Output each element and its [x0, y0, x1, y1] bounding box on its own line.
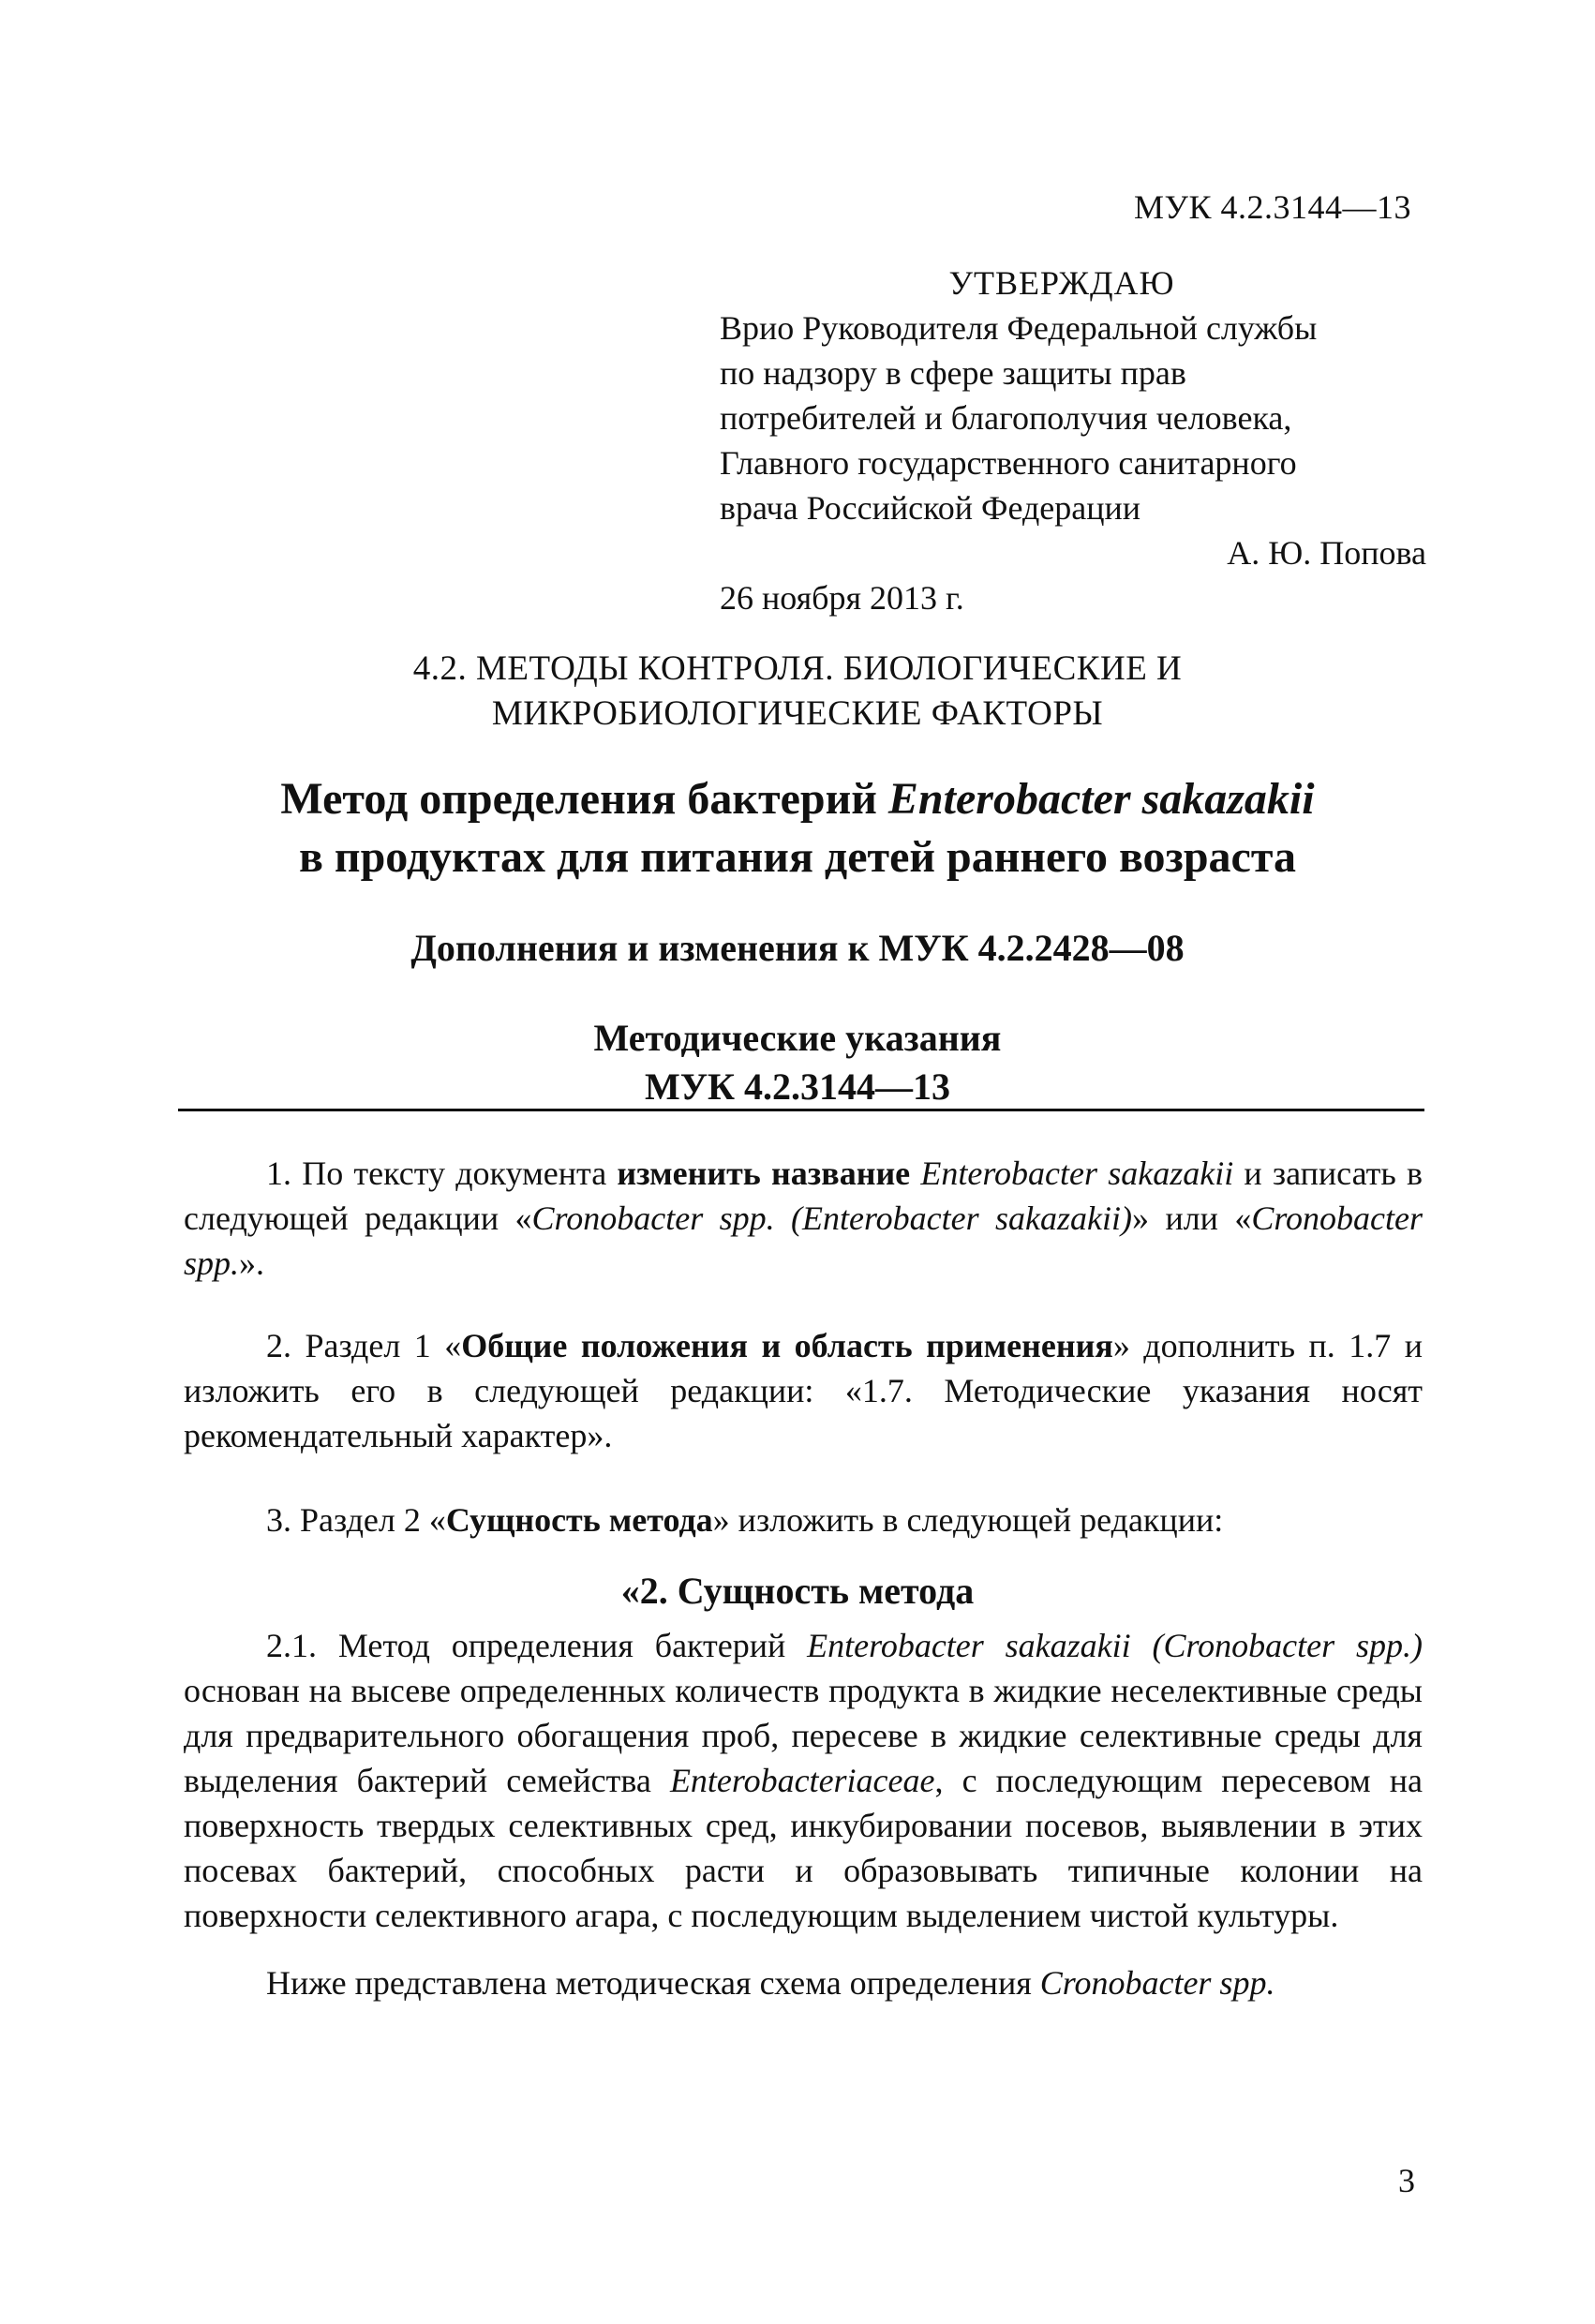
paragraph-text: 1. По тексту документа изменить название Enterobacter sakazakii и записать в следующей редакции «Cronobacter spp. (Enterobacter sakazakii)» или «Cronobacter spp.». — [184, 1155, 1424, 1282]
document-title-line: в продуктах для питания детей раннего возраста — [298, 832, 1296, 882]
approval-line: по надзору в сфере защиты прав — [720, 354, 1186, 392]
approval-date: 26 ноября 2013 г. — [720, 579, 964, 617]
approval-line: врача Российской Федерации — [720, 489, 1141, 527]
section-title-line: 4.2. МЕТОДЫ КОНТРОЛЯ. БИОЛОГИЧЕСКИЕ И — [412, 649, 1183, 688]
approval-heading: УТВЕРЖДАЮ — [948, 264, 1175, 302]
section-title — [0, 647, 1595, 737]
paragraph-1 — [184, 1151, 1423, 1286]
approval-line: Главного государственного санитарного — [720, 444, 1297, 482]
approval-signer: А. Ю. Попова — [1227, 534, 1426, 572]
addenda-heading: Дополнения и изменения к МУК 4.2.2428—08 — [410, 927, 1185, 969]
paragraph-3 — [184, 1497, 1423, 1542]
guide-heading — [0, 1014, 1595, 1111]
horizontal-rule — [178, 1109, 1424, 1111]
approval-line: потребителей и благополучия человека, — [720, 399, 1292, 437]
document-code: МУК 4.2.3144—13 — [1133, 188, 1411, 226]
paragraph-text: Ниже представлена методическая схема определения Cronobacter spp. — [266, 1964, 1275, 2002]
subsection-heading: «2. Сущность метода — [620, 1570, 975, 1612]
guide-type: Методические указания — [593, 1017, 1002, 1059]
paragraph-4 — [184, 1623, 1423, 1938]
title-text: Метод определения бактерий — [280, 774, 888, 824]
title-species: Enterobacter sakazakii — [887, 774, 1315, 824]
paragraph-text: 2. Раздел 1 «Общие положения и область применения» дополнить п. 1.7 и изложить его в следующей редакции: «1.7. Методические указания носят рекомендательный характер». — [184, 1327, 1423, 1454]
document-title — [0, 770, 1595, 886]
paragraph-text: 2.1. Метод определения бактерий Enterobacter sakazakii (Cronobacter spp.) основан на высеве определенных количеств продукта в жидкие неселективные среды для предварительного обогащения проб, пересеве в жидкие селективные среды для выделения бактерий семейства Enterobacteriaceae, с последующим пересевом на поверхность твердых селективных сред, инкубировании посевов, выявлении в этих посевах бактерий, способных расти и образовывать типичные колонии на поверхности селективного агара, с последующим выделением чистой культуры. — [184, 1627, 1424, 1934]
guide-code: МУК 4.2.3144—13 — [644, 1065, 951, 1108]
approval-block — [720, 261, 1432, 620]
page-number: 3 — [1398, 2162, 1415, 2199]
approval-line: Врио Руководителя Федеральной службы — [720, 309, 1318, 347]
paragraph-text: 3. Раздел 2 «Сущность метода» изложить в следующей редакции: — [266, 1501, 1224, 1539]
section-title-line: МИКРОБИОЛОГИЧЕСКИЕ ФАКТОРЫ — [491, 694, 1104, 733]
paragraph-2 — [184, 1323, 1423, 1458]
document-title-line — [0, 770, 1595, 828]
paragraph-5 — [184, 1960, 1423, 2005]
